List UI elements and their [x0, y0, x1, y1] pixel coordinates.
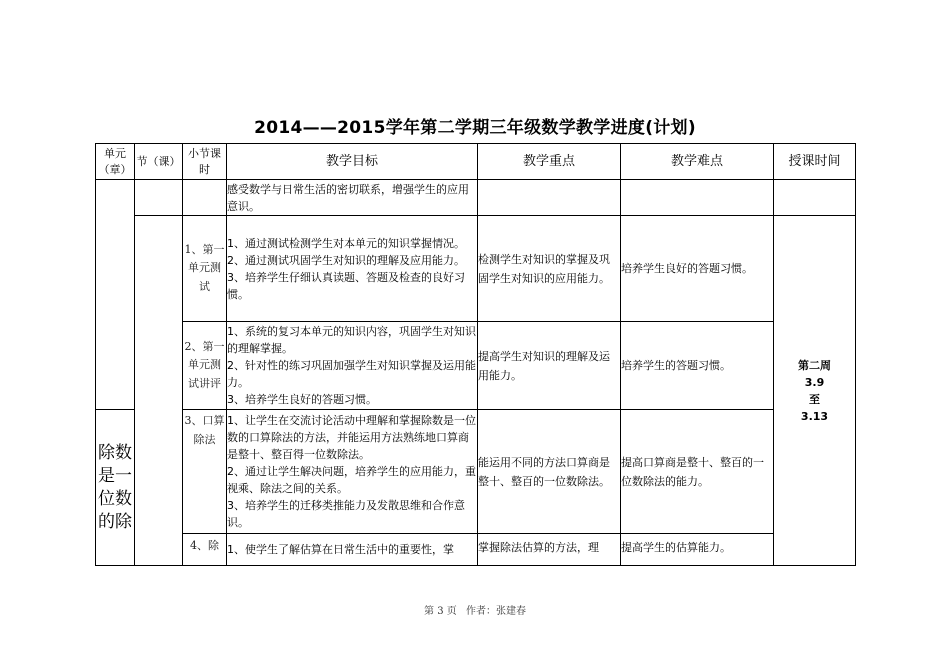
focus-cell — [478, 180, 621, 216]
lesson-cell: 4、除 — [183, 534, 227, 566]
goal-item: 1、系统的复习本单元的知识内容，巩固学生对知识的理解掌握。 — [227, 325, 476, 355]
goal-item: 1、通过测试检测学生对本单元的知识掌握情况。 — [227, 236, 465, 250]
goal-item: 2、针对性的练习巩固加强学生对知识掌握及运用能力。 — [227, 359, 476, 389]
time-cell-empty — [774, 180, 856, 216]
lesson-cell: 1、第一单元测试 — [183, 216, 227, 322]
goal-item: 3、培养学生的迁移类推能力及发散思维和合作意识。 — [227, 499, 465, 529]
unit-cell-empty — [96, 180, 135, 410]
unit-name-cell: 除数是一位数的除 — [96, 410, 135, 566]
author-credit: 作者：张建春 — [465, 606, 526, 617]
header-subsection: 小节课时 — [183, 144, 227, 180]
goals-cell — [227, 534, 478, 566]
goal-item: 1、让学生在交流讨论活动中理解和掌握除数是一位数的口算除法的方法，并能运用方法熟练地口算商是整十、整百得一位数除法。 — [227, 414, 476, 461]
table-row — [96, 534, 856, 566]
difficulty-cell: 培养学生的答题习惯。 — [621, 322, 774, 410]
lesson-cell: 3、口算除法 — [183, 410, 227, 534]
header-difficulty: 教学难点 — [621, 144, 774, 180]
header-goals: 教学目标 — [227, 144, 478, 180]
section-cell — [135, 180, 183, 216]
page-title: 2014——2015学年第二学期三年级数学教学进度(计划) — [254, 118, 696, 138]
schedule-week: 第二周 — [798, 358, 831, 372]
lesson-cell — [183, 180, 227, 216]
table-row — [96, 216, 856, 322]
difficulty-cell: 培养学生良好的答题习惯。 — [621, 216, 774, 322]
goal-item: 1、使学生了解估算在日常生活中的重要性，掌 — [227, 543, 454, 556]
goals-cell — [227, 322, 478, 410]
goal-item: 3、培养学生良好的答题习惯。 — [227, 393, 377, 406]
page-footer — [0, 602, 950, 617]
goal-item: 2、通过测试巩固学生对知识的理解及应用能力。 — [227, 253, 465, 267]
schedule-to: 至 — [809, 392, 820, 406]
header-time: 授课时间 — [774, 144, 856, 180]
table-row — [96, 180, 856, 216]
header-unit: 单元（章） — [96, 144, 135, 180]
goals-cell — [227, 410, 478, 534]
section-cell — [135, 216, 183, 566]
difficulty-cell: 提高口算商是整十、整百的一位数除法的能力。 — [621, 410, 774, 534]
schedule-cell — [774, 216, 856, 566]
table-row — [96, 410, 856, 534]
focus-cell: 提高学生对知识的理解及运用能力。 — [478, 322, 621, 410]
focus-cell: 掌握除法估算的方法，理 — [478, 534, 621, 566]
difficulty-cell — [621, 180, 774, 216]
difficulty-cell: 提高学生的估算能力。 — [621, 534, 774, 566]
header-focus: 教学重点 — [478, 144, 621, 180]
table-row — [96, 322, 856, 410]
lesson-cell: 2、第一单元测试讲评 — [183, 322, 227, 410]
header-section: 节（课） — [135, 144, 183, 180]
schedule-start: 3.9 — [804, 375, 825, 389]
goals-cell — [227, 216, 478, 322]
schedule-end: 3.13 — [800, 409, 829, 423]
focus-cell: 能运用不同的方法口算商是整十、整百的一位数除法。 — [478, 410, 621, 534]
goal-item: 3、培养学生仔细认真读题、答题及检查的良好习惯。 — [227, 270, 465, 301]
goal-item: 2、通过让学生解决问题，培养学生的应用能力，重视乘、除法之间的关系。 — [227, 465, 476, 495]
goal-item: 感受数学与日常生活的密切联系，增强学生的应用意识。 — [227, 182, 469, 213]
progress-plan-table — [95, 143, 856, 566]
header-row — [96, 144, 856, 180]
page-number: 第 3 页 — [424, 606, 457, 617]
focus-cell: 检测学生对知识的掌握及巩固学生对知识的应用能力。 — [478, 216, 621, 322]
goals-cell — [227, 180, 478, 216]
